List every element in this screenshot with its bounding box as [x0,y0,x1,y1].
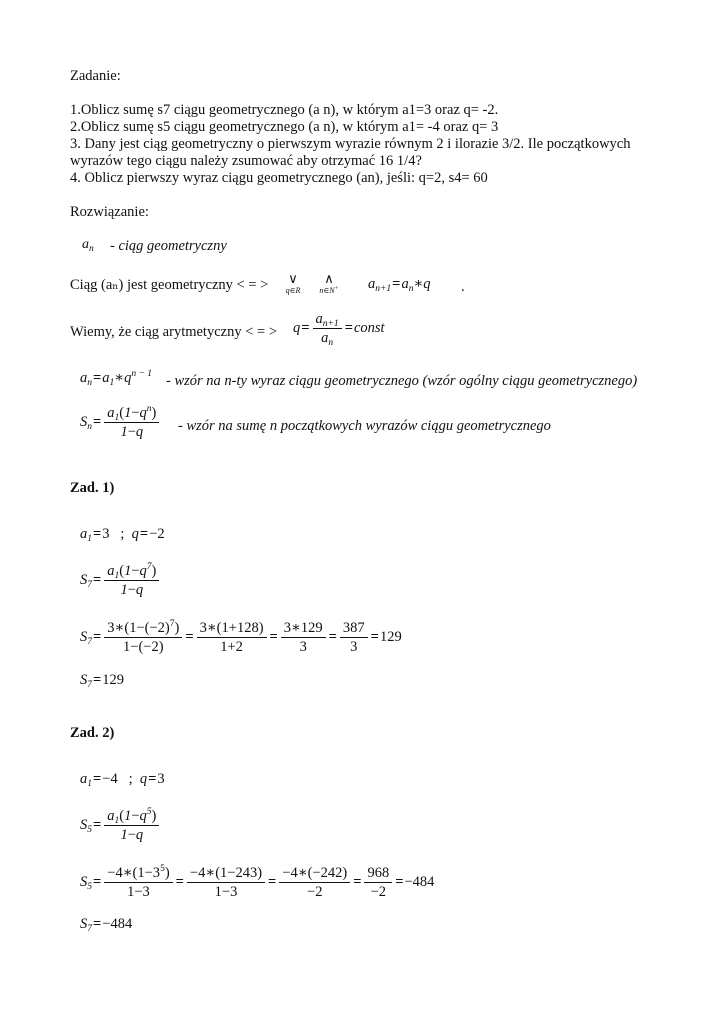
zad1-step4-denominator: 3 [350,638,358,655]
zad2-step2-numerator: −4∗(1−243) [187,866,265,883]
zad1-a1-value: 3 [102,526,110,542]
sequence-symbol: $a_n$ [82,237,94,254]
zad1-result-inline: 129 [379,628,402,645]
solution-heading: Rozwiązanie: [70,204,149,220]
exists-quantifier: ∨ q∈R [285,271,301,295]
forall-quantifier: ∧ n∈N+ [319,271,339,295]
zad1-s-index: 7 [87,579,92,590]
zad1-step2-numerator: 3∗(1+128) [197,621,267,638]
definition-text: Ciąg (aₙ) jest geometryczny < = > [70,277,269,293]
zad2-step4-denominator: −2 [370,883,387,900]
sum-description: - wzór na sumę n początkowych wyrazów ciągu geometrycznego [178,418,551,434]
const-word: const [353,319,385,336]
zad2-result: −484 [102,916,133,932]
sequence-description: - ciąg geometryczny [110,238,227,254]
zad2-final-index: 7 [87,924,92,934]
zad1-given: $a_1=3$ ; q=−2 [80,526,165,544]
zad2-s-index: 5 [87,824,92,835]
zad2-given: $a_1=-4$ ; q=3 [80,771,165,789]
recurrence-formula: $a_{n+1}=a_n∗q$ [368,276,431,294]
task-3-line-2: wyrazów tego ciągu należy zsumować aby otrzymać 16 1/4? [70,153,422,169]
zad1-step3-denominator: 3 [299,638,307,655]
task-4: 4. Oblicz pierwszy wyraz ciągu geometrycznego (an), jeśli: q=2, s4= 60 [70,170,488,186]
zad1-step3-numerator: 3∗129 [281,621,326,638]
zad1-final-result: $S_7=129$ [80,672,125,690]
zad2-step4-numerator: 968 [364,866,392,883]
sum-formula: $S_n=$ $\frac{a_1(1-q^n)}{1-q}$ [80,406,161,439]
zad1-step1-denominator: 1−(−2) [123,638,164,655]
zad2-step2-denominator: 1−3 [214,883,238,900]
zad2-step1-denominator: 1−3 [127,883,150,900]
zad2-result-inline: −484 [404,873,435,890]
zad1-calculation: $S_7=$ $\frac{3∗(1-(-2)^7)}{1-(-2)}$ = $\frac{3∗(1+128)}{1+2}$ = $\frac{3∗129}{3}$ = $\frac{387}{3}$ =129 [80,619,402,655]
zad2-step3-denominator: −2 [307,883,323,900]
task-3-line-1: 3. Dany jest ciąg geometryczny o pierwszym wyrazie równym 2 i ilorazie 3/2. Ile początkowych [70,136,631,152]
zad1-heading: Zad. 1) [70,480,115,496]
zad2-step3-numerator: −4∗(−242) [279,866,350,883]
page-title: Zadanie: [70,68,121,84]
task-2: 2.Oblicz sumę s5 ciągu geometrycznego (a n), w którym a1= -4 oraz q= 3 [70,119,499,135]
zad2-calculation: $S_5=$ $\frac{-4∗(1-3^5)}{1-3}$ = $\frac{-4∗(1-243)}{1-3}$ = $\frac{-4∗(-242)}{-2}$ = $\frac{968}{-2}$ =−484 [80,864,435,900]
zad1-q-value: −2 [149,526,165,542]
definition-end: . [461,279,465,295]
zad2-a1-value: −4 [102,771,118,787]
nth-term-description: - wzór na n-ty wyraz ciągu geometrycznego (wzór ogólny ciągu geometrycznego) [166,373,638,389]
zad1-step1-numerator: 3∗(1−(−2) [107,620,170,636]
zad2-final-result: $S_7=-484$ [80,916,133,934]
zad2-heading: Zad. 2) [70,725,115,741]
wiemy-text: Wiemy, że ciąg arytmetyczny < = > [70,324,277,340]
ratio-formula: q= $\frac{a_{n+1}}{a_n}$ =const [293,311,385,348]
zad1-step4-numerator: 387 [340,621,368,638]
zad1-exponent: 7 [146,562,152,572]
zad2-step1-numerator: −4∗(1−3 [107,865,161,881]
zad2-q-value: 3 [157,771,165,787]
task-1: 1.Oblicz sumę s7 ciągu geometrycznego (a n), w którym a1=3 oraz q= -2. [70,102,499,118]
zad1-sum-formula: $S_7=$ $\frac{a_1(1-q^7)}{1-q}$ [80,564,161,597]
zad1-result: 129 [102,672,125,688]
nth-term-formula: $a_n=a_1∗q^{n - 1}$ [80,369,153,388]
zad1-step2-denominator: 1+2 [220,638,243,655]
zad2-sum-formula: $S_5=$ $\frac{a_1(1-q^5)}{1-q}$ [80,809,161,842]
zad2-exponent: 5 [146,807,152,817]
